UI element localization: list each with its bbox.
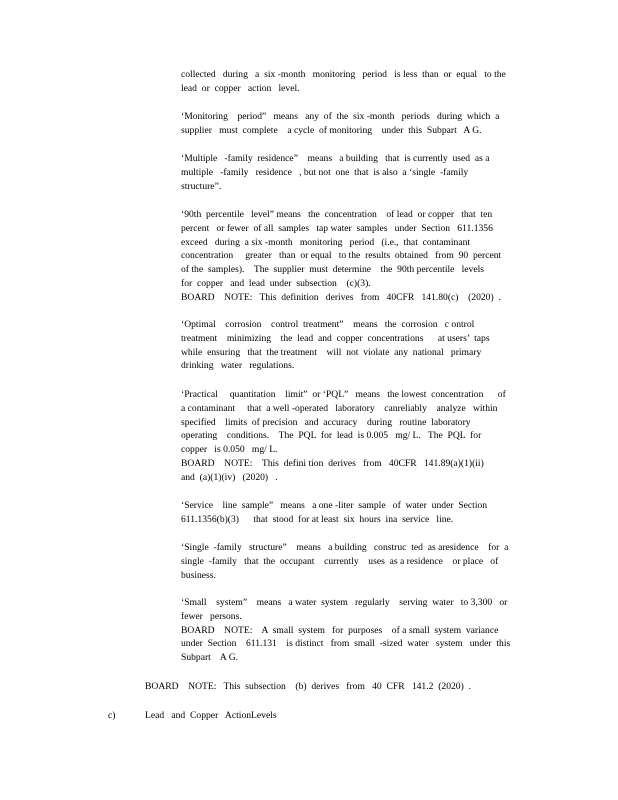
text-line: supplier must complete a cycle of monitoring under this Subpart A G. [181, 124, 482, 136]
text-line: structure”. [181, 180, 222, 192]
text-line: while ensuring that the treatment will not violate any national primary [181, 346, 482, 358]
board-note-line: BOARD NOTE: This defini tion derives from 40CFR 141.89(a)(1)(ii) [181, 457, 484, 469]
text-line: lead or copper action level. [181, 82, 300, 94]
text-line: treatment minimizing the lead and copper concentrations at users’ taps [181, 332, 490, 344]
subsection-board-note: BOARD NOTE: This subsection (b) derives from 40 CFR 141.2 (2020) . [145, 681, 471, 692]
definition-multiple-family-residence [181, 152, 538, 193]
text-line: ‘Practical quantitation limit” or ‘PQL” means the lowest concentration of [181, 389, 506, 400]
text-line: multiple -family residence , but not one that is also a ‘single -family [181, 166, 469, 178]
text-line: of the samples). The supplier must determine the 90th percentile levels [181, 264, 485, 276]
text-line: collected during a six -month monitoring period is less than or equal to the [181, 69, 506, 80]
text-line: ‘Monitoring period” means any of the six -month periods during which a [181, 111, 500, 122]
text-line: ‘Small system” means a water system regularly serving water to 3,300 or [181, 597, 508, 608]
text-line: business. [181, 569, 216, 581]
text-line: ‘Service line sample” means a one -liter sample of water under Section [181, 500, 488, 511]
definition-paragraph [181, 68, 538, 96]
text-line: specified limits of precision and accuracy during routine laboratory [181, 416, 471, 428]
definition-practical-quantitation-limit [181, 388, 538, 485]
text-line: ‘Optimal corrosion control treatment” means the corrosion c ontrol [181, 319, 475, 330]
definition-service-line-sample [181, 499, 538, 527]
section-label: c) [108, 710, 116, 721]
text-line: and (a)(1)(iv) (2020) . [181, 471, 278, 483]
definition-small-system [181, 596, 538, 665]
text-line: percent or fewer of all samples tap water samples under Section 611.1356 [181, 222, 493, 234]
text-line: single -family that the occupant currently uses as a residence or place of [181, 555, 499, 567]
definition-optimal-corrosion-control [181, 318, 538, 373]
board-note-line: BOARD NOTE: This definition derives from 40CFR 141.80(c) (2020) . [181, 291, 501, 303]
definition-monitoring-period [181, 110, 538, 138]
text-line: fewer persons. [181, 610, 242, 622]
text-line: ‘Multiple -family residence” means a building that is currently used as a [181, 153, 490, 164]
board-note-line: BOARD NOTE: A small system for purposes of a small system variance [181, 624, 499, 636]
text-line: ‘90th percentile level” means the concentration of lead or copper that ten [181, 209, 493, 220]
text-line: Subpart A G. [181, 652, 239, 664]
text-line: 611.1356(b)(3) that stood for at least six hours ina service line. [181, 513, 454, 525]
text-line: operating conditions. The PQL for lead is 0.005 mg/ L. The PQL for [181, 430, 482, 442]
text-line: under Section 611.131 is distinct from small -sized water system under this [181, 638, 511, 650]
text-line: a contaminant that a well -operated laboratory canreliably analyze within [181, 402, 498, 414]
text-line: copper is 0.050 mg/ L. [181, 444, 278, 456]
text-line: ‘Single -family structure” means a building construc ted as aresidence for a [181, 542, 509, 553]
text-line: drinking water regulations. [181, 360, 295, 372]
section-heading: Lead and Copper ActionLevels [145, 710, 277, 721]
text-line: exceed during a six -month monitoring period (i.e., that contaminant [181, 236, 471, 248]
text-line: concentration greater than or equal to the results obtained from 90 percent [181, 250, 502, 262]
definition-single-family-structure [181, 541, 538, 582]
text-line: for copper and lead under subsection (c)(3). [181, 277, 371, 289]
definition-90th-percentile-level [181, 208, 538, 305]
